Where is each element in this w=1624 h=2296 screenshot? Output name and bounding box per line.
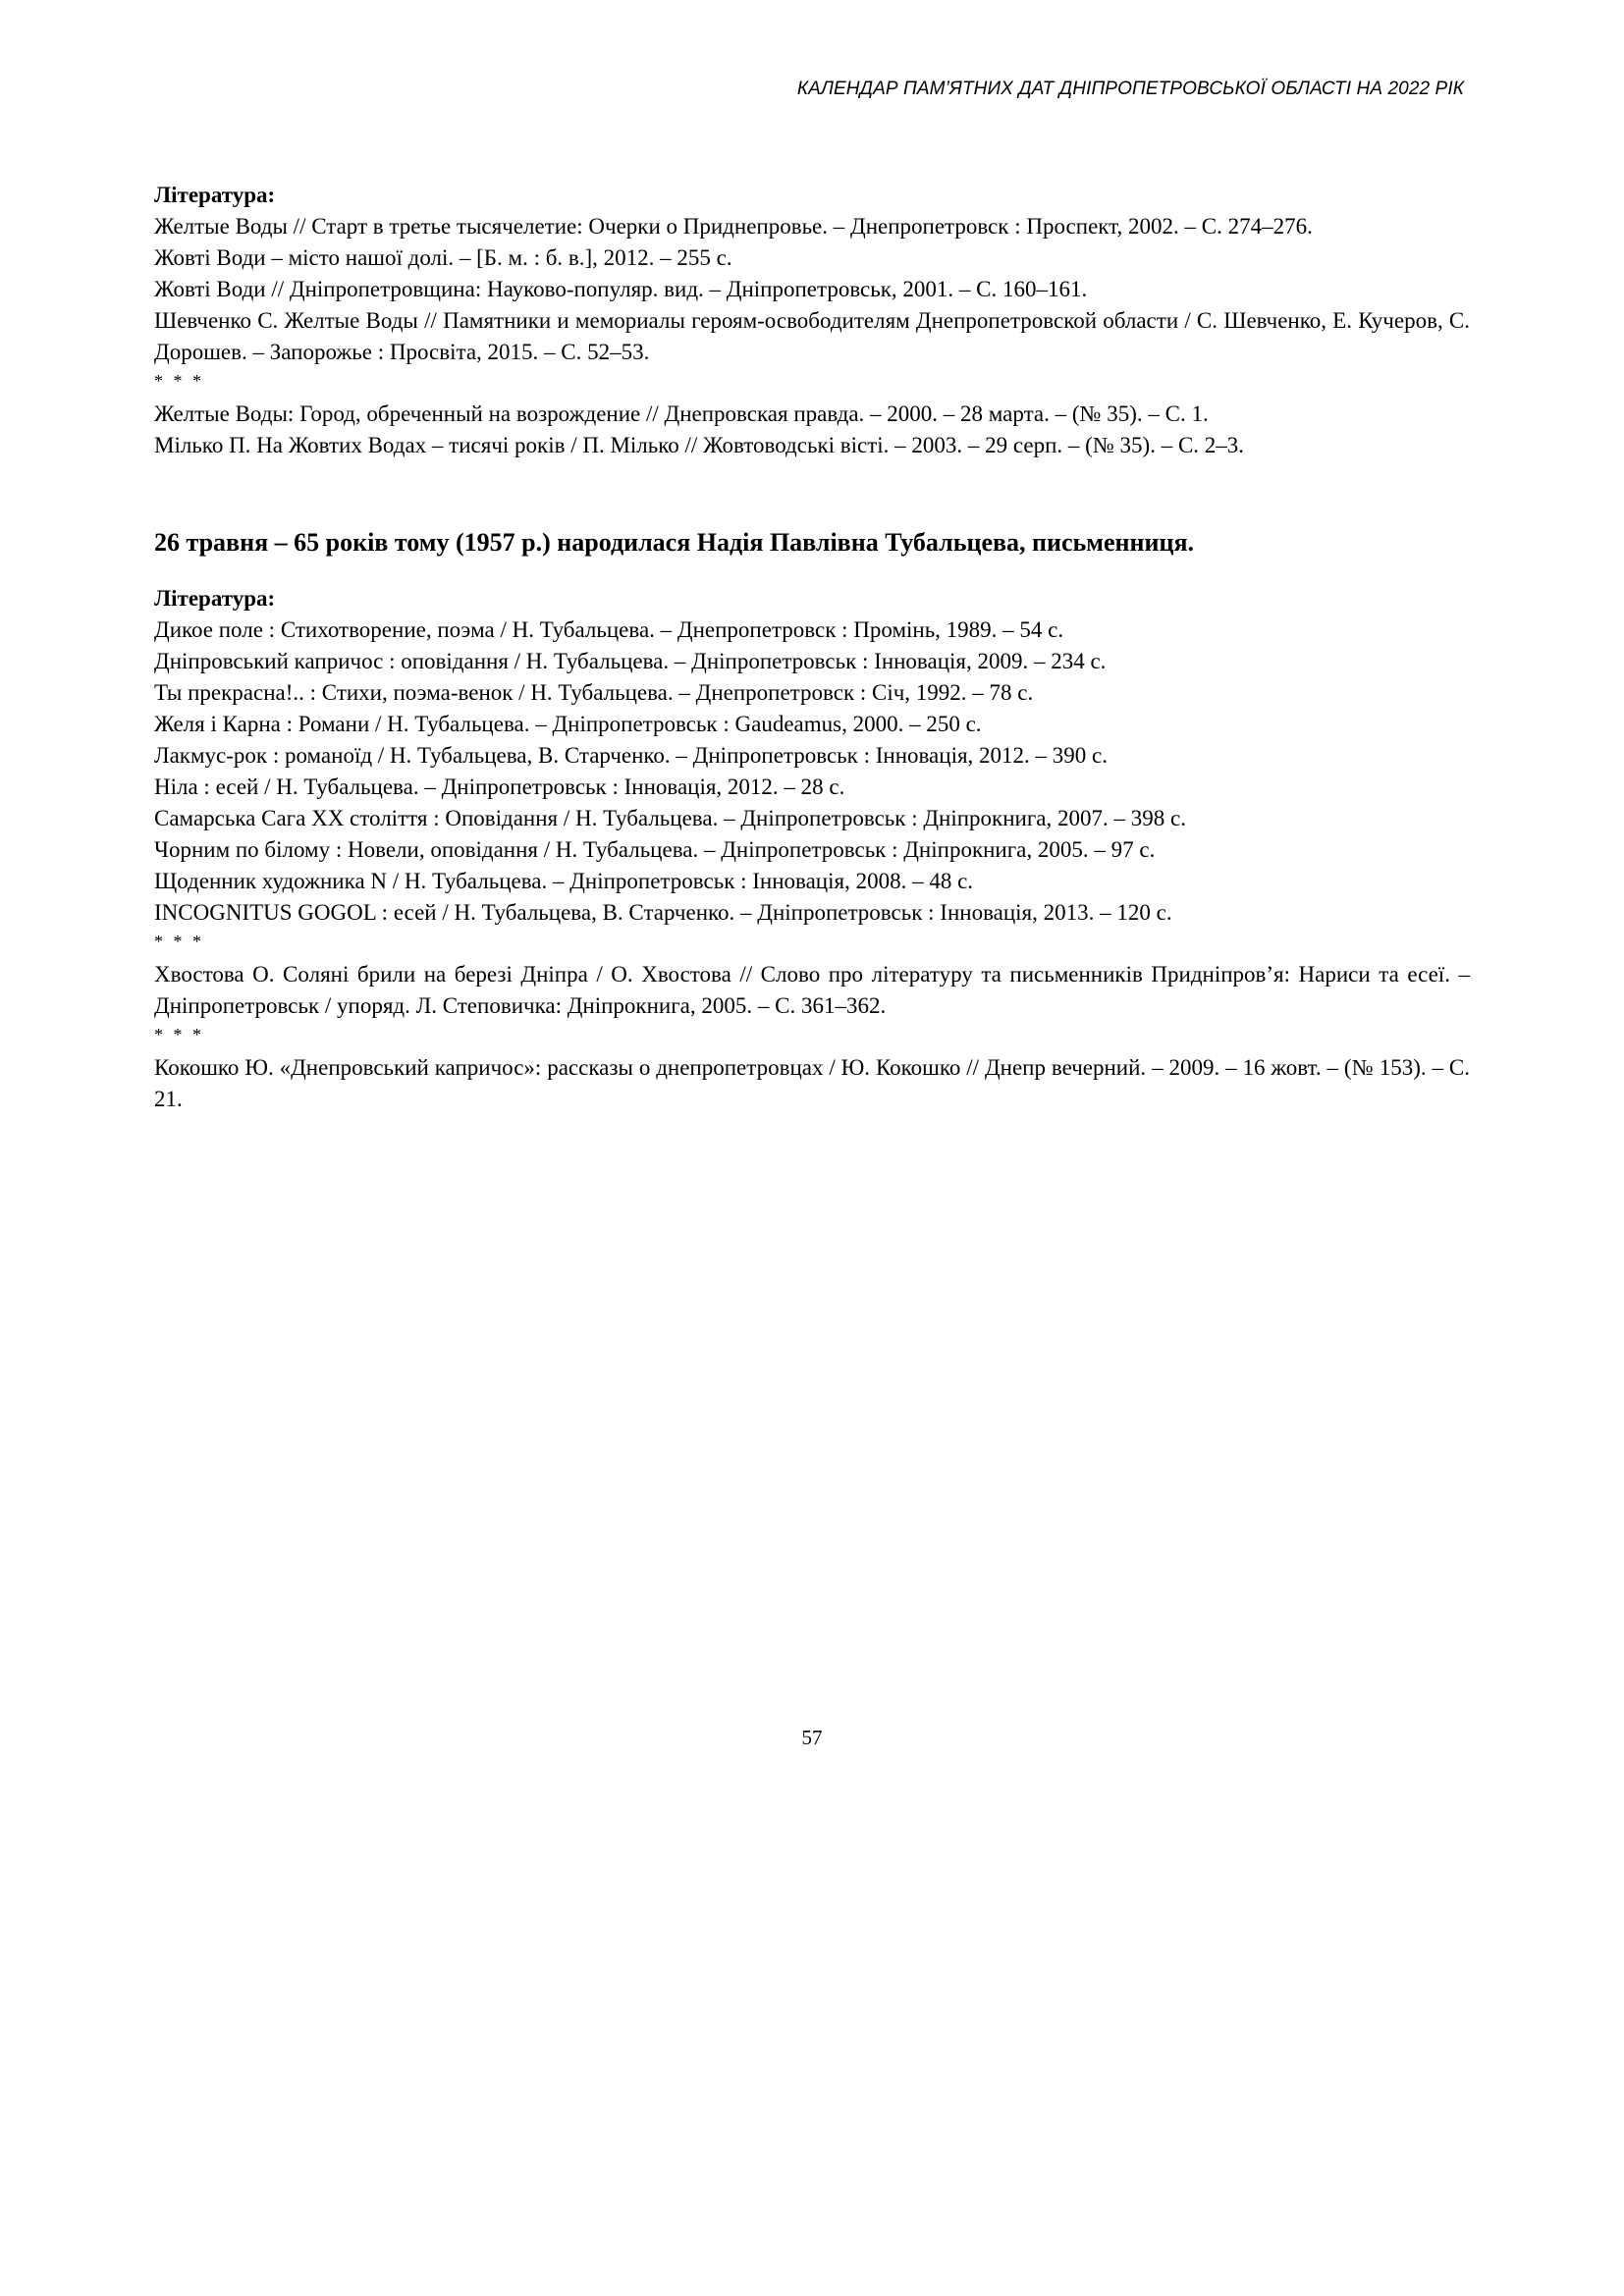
- page-content: [154, 180, 1470, 1115]
- literature-heading: Література:: [154, 586, 276, 611]
- bibliography-entry: Шевченко С. Желтые Воды // Памятники и мемориалы героям-освободителям Днепропетровской области / С. Шевченко, Е. Кучеров, С. Дорошев. – Запорожье : Просвіта, 2015. – С. 52–53.: [154, 308, 1470, 364]
- event-heading: 26 травня – 65 років тому (1957 р.) народилася Надія Павлівна Тубальцева, письменниця.: [154, 528, 1195, 557]
- separator: * * *: [154, 1025, 204, 1044]
- bibliography-entry: Щоденник художника N / Н. Тубальцева. – Дніпропетровськ : Інновація, 2008. – 48 с.: [154, 869, 974, 893]
- bibliography-entry: Желтые Воды: Город, обреченный на возрождение // Днепровская правда. – 2000. – 28 марта. – (№ 35). – С. 1.: [154, 401, 1209, 426]
- bibliography-entry: Дніпровський капричос : оповідання / Н. Тубальцева. – Дніпропетровськ : Інновація, 2009. – 234 с.: [154, 649, 1107, 673]
- bibliography-entry: Самарська Сага XX століття : Оповідання / Н. Тубальцева. – Дніпропетровськ : Дніпрокнига, 2007. – 398 с.: [154, 806, 1186, 830]
- bibliography-entry: Желтые Воды // Старт в третье тысячелетие: Очерки о Приднепровье. – Днепропетровск : Проспект, 2002. – С. 274–276.: [154, 214, 1313, 239]
- bibliography-entry: Дикое поле : Стихотворение, поэма / Н. Тубальцева. – Днепропетровск : Промінь, 1989. – 54 с.: [154, 617, 1064, 642]
- bibliography-entry: INCOGNITUS GOGOL : есей / Н. Тубальцева, В. Старченко. – Дніпропетровськ : Інновація, 2013. – 120 с.: [154, 900, 1172, 925]
- bibliography-entry: Ты прекрасна!.. : Стихи, поэма-венок / Н. Тубальцева. – Днепропетровск : Січ, 1992. – 78 с.: [154, 680, 1034, 705]
- bibliography-entry: Мілько П. На Жовтих Водах – тисячі років / П. Мілько // Жовтоводські вісті. – 2003. – 29 серп. – (№ 35). – С. 2–3.: [154, 433, 1245, 457]
- bibliography-entry: Жовті Води – місто нашої долі. – [Б. м. : б. в.], 2012. – 255 с.: [154, 245, 732, 270]
- separator: * * *: [154, 932, 204, 951]
- bibliography-entry: Жовті Води // Дніпропетровщина: Науково-популяр. вид. – Дніпропетровськ, 2001. – С. 160–161.: [154, 277, 1088, 301]
- separator: * * *: [154, 371, 204, 391]
- running-header: КАЛЕНДАР ПАМ’ЯТНИХ ДАТ ДНІПРОПЕТРОВСЬКОЇ ОБЛАСТІ НА 2022 РІК: [796, 79, 1464, 99]
- bibliography-entry: Чорним по білому : Новели, оповідання / Н. Тубальцева. – Дніпропетровськ : Дніпрокнига, 2005. – 97 с.: [154, 837, 1156, 862]
- bibliography-entry: Желя і Карна : Романи / Н. Тубальцева. – Дніпропетровськ : Gaudeamus, 2000. – 250 с.: [154, 712, 982, 736]
- bibliography-entry: Хвостова О. Соляні брили на березі Дніпра / О. Хвостова // Слово про літературу та письменників Придніпров’я: Нариси та есеї. – Дніпропетровськ / упоряд. Л. Степовичка: Дніпрокнига, 2005. – С. 361–362.: [154, 962, 1470, 1018]
- page-number: 57: [801, 1726, 823, 1749]
- bibliography-entry: Ніла : есей / Н. Тубальцева. – Дніпропетровськ : Інновація, 2012. – 28 с.: [154, 774, 845, 799]
- bibliography-entry: Лакмус-рок : романоїд / Н. Тубальцева, В. Старченко. – Дніпропетровськ : Інновація, 2012. – 390 с.: [154, 743, 1108, 768]
- literature-heading: Література:: [154, 183, 276, 207]
- bibliography-entry: Кокошко Ю. «Днепровський капричос»: рассказы о днепропетровцах / Ю. Кокошко // Днепр вечерний. – 2009. – 16 жовт. – (№ 153). – С. 21.: [154, 1055, 1470, 1111]
